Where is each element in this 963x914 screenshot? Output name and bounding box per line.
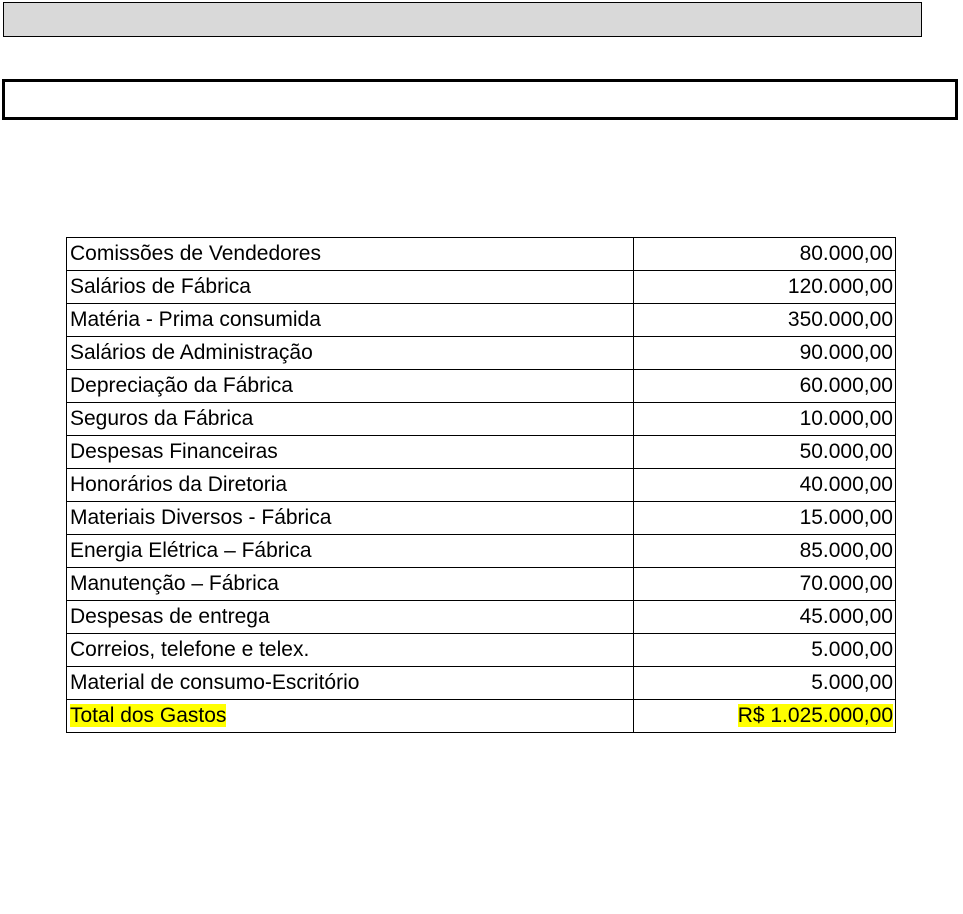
table-row <box>67 502 896 535</box>
expenses-table-body <box>67 238 896 733</box>
total-row <box>67 700 896 733</box>
expense-label: Correios, telefone e telex. <box>67 634 634 667</box>
expense-label: Salários de Administração <box>67 337 634 370</box>
expense-label: Despesas de entrega <box>67 601 634 634</box>
expense-label: Manutenção – Fábrica <box>67 568 634 601</box>
expense-value: 50.000,00 <box>634 436 896 469</box>
expense-label: Material de consumo-Escritório <box>67 667 634 700</box>
expense-label: Materiais Diversos - Fábrica <box>67 502 634 535</box>
expenses-table <box>66 237 896 733</box>
expense-label: Comissões de Vendedores <box>67 238 634 271</box>
table-row <box>67 271 896 304</box>
title-box <box>2 79 958 120</box>
total-label-cell <box>67 700 634 733</box>
expense-label: Seguros da Fábrica <box>67 403 634 436</box>
expense-value: 5.000,00 <box>634 667 896 700</box>
expense-value: 90.000,00 <box>634 337 896 370</box>
expense-value: 10.000,00 <box>634 403 896 436</box>
table-row <box>67 238 896 271</box>
table-row <box>67 601 896 634</box>
table-row <box>67 304 896 337</box>
table-row <box>67 370 896 403</box>
expense-value: 60.000,00 <box>634 370 896 403</box>
expense-value: 350.000,00 <box>634 304 896 337</box>
expense-value: 15.000,00 <box>634 502 896 535</box>
expense-value: 5.000,00 <box>634 634 896 667</box>
expense-value: 70.000,00 <box>634 568 896 601</box>
table-row <box>67 634 896 667</box>
header-bar <box>3 2 922 37</box>
table-row <box>67 436 896 469</box>
expense-value: 40.000,00 <box>634 469 896 502</box>
expense-value: 80.000,00 <box>634 238 896 271</box>
expense-label: Salários de Fábrica <box>67 271 634 304</box>
table-row <box>67 337 896 370</box>
table-row <box>67 535 896 568</box>
total-value: R$ 1.025.000,00 <box>737 704 893 727</box>
table-row <box>67 568 896 601</box>
table-row <box>67 667 896 700</box>
expense-value: 120.000,00 <box>634 271 896 304</box>
expense-label: Despesas Financeiras <box>67 436 634 469</box>
expense-label: Energia Elétrica – Fábrica <box>67 535 634 568</box>
expense-value: 85.000,00 <box>634 535 896 568</box>
total-label: Total dos Gastos <box>70 704 227 727</box>
expense-label: Matéria - Prima consumida <box>67 304 634 337</box>
expense-value: 45.000,00 <box>634 601 896 634</box>
expense-label: Honorários da Diretoria <box>67 469 634 502</box>
table-row <box>67 469 896 502</box>
total-value-cell <box>634 700 896 733</box>
table-row <box>67 403 896 436</box>
expense-label: Depreciação da Fábrica <box>67 370 634 403</box>
